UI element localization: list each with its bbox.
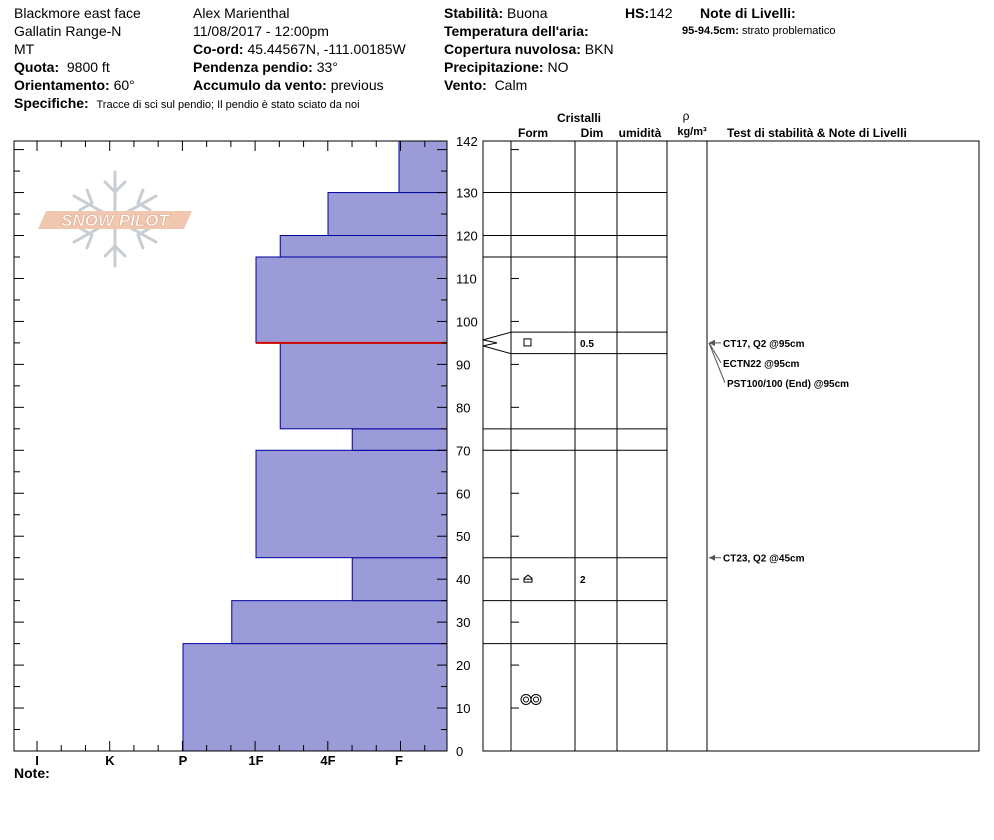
humidity-header: umidità: [618, 126, 662, 140]
depth-tick-label: 130: [456, 185, 478, 201]
cloud-label: Copertura nuvolosa:: [444, 41, 581, 57]
state: MT: [14, 41, 35, 57]
depth-tick-label: 90: [456, 357, 471, 373]
spec-label: Specifiche:: [14, 95, 89, 111]
coord-value: 45.44567N, -111.00185W: [247, 41, 406, 57]
cloud-value: BKN: [584, 41, 614, 57]
wind-load-label: Accumulo da vento:: [193, 77, 327, 93]
wind-label: Vento:: [444, 77, 487, 93]
layer-table-columns: [511, 141, 707, 751]
layer-notes-label: Note di Livelli:: [700, 5, 796, 21]
quota-value: 9800 ft: [66, 59, 110, 75]
depth-tick-label: 60: [456, 486, 471, 502]
range: Gallatin Range-N: [14, 23, 122, 39]
tests-header: Test di stabilità & Note di Livelli: [727, 126, 907, 140]
precip-label: Precipitazione:: [444, 59, 544, 75]
hardness-tick-label: F: [395, 753, 403, 768]
hardness-bar: [280, 343, 447, 429]
slope-value: 33°: [316, 59, 338, 75]
weak-layer-fan-line: [483, 340, 497, 343]
wind-load-value: previous: [330, 77, 384, 93]
depth-tick-label: 120: [456, 228, 478, 244]
hardness-tick-label: I: [35, 753, 39, 768]
test-label: CT23, Q2 @45cm: [723, 553, 805, 565]
precip-value: NO: [547, 59, 569, 75]
hardness-bar: [256, 257, 447, 343]
test-label: PST100/100 (End) @95cm: [727, 378, 850, 390]
crystals-header: Cristalli: [556, 111, 602, 125]
hardness-bar: [256, 450, 447, 557]
hardness-tick-label: 4F: [320, 753, 336, 768]
hardness-bars: [183, 141, 447, 751]
crystal-size: 0.5: [580, 338, 594, 350]
weak-layer-fan-line: [483, 346, 511, 354]
hardness-bar: [232, 601, 447, 644]
depth-tick-label: 110: [456, 271, 477, 287]
melt-cluster-inner: [534, 697, 539, 702]
melt-cluster-inner: [524, 697, 529, 702]
datetime: 11/08/2017 - 12:00pm: [193, 23, 329, 39]
rho-header: ρ: [682, 109, 690, 123]
hardness-tick-label: K: [105, 753, 115, 768]
stability-value: Buona: [507, 5, 548, 21]
location: Blackmore east face: [14, 5, 141, 21]
hardness-bar: [328, 193, 447, 236]
density-unit-header: kg/m³: [677, 126, 707, 138]
crystal-marks: [521, 339, 594, 705]
hardness-bar: [183, 644, 447, 751]
melt-clusters-icon: [521, 694, 541, 704]
hardness-bar: [399, 141, 447, 193]
depth-tick-label: 10: [456, 701, 471, 717]
logo-text: SNOW PILOT: [61, 211, 169, 230]
form-header: Form: [518, 126, 548, 140]
depth-tick-label: 0: [456, 744, 464, 759]
slope-label: Pendenza pendio:: [193, 59, 313, 75]
hardness-bar: [352, 429, 447, 450]
depth-tick-label: 100: [456, 314, 478, 330]
dim-header: Dim: [580, 126, 604, 140]
depth-tick-label: 50: [456, 529, 471, 545]
depth-tick-label: 20: [456, 658, 471, 674]
coord-label: Co-ord:: [193, 41, 244, 57]
weak-layer-fan-line: [483, 343, 497, 346]
note-label: Note:: [14, 765, 50, 781]
depth-hoar-icon: [524, 575, 532, 582]
test-label: ECTN22 @95cm: [723, 358, 800, 370]
snowpilot-logo: [38, 172, 192, 266]
hardness-axis-labels: [35, 753, 403, 768]
stability-label: Stabilità:: [444, 5, 504, 21]
layer-note-range: 95-94.5cm:: [682, 25, 739, 37]
spec-value: Tracce di sci sul pendio; Il pendio è stato sciato da noi: [96, 99, 360, 111]
stability-tests: [709, 339, 849, 565]
hardness-bar: [352, 558, 447, 601]
depth-tick-label: 80: [456, 400, 471, 416]
test-label: CT17, Q2 @95cm: [723, 338, 805, 350]
square-icon: [524, 339, 531, 346]
crystal-size: 2: [580, 575, 586, 587]
orient-label: Orientamento:: [14, 77, 110, 93]
depth-tick-label: 142: [456, 134, 478, 149]
layer-note-text: strato problematico: [741, 25, 836, 37]
hs-value: 142: [649, 5, 673, 21]
air-temp-label: Temperatura dell'aria:: [444, 23, 589, 39]
observer: Alex Marienthal: [193, 5, 290, 21]
test-arrow: [709, 555, 715, 561]
depth-tick-label: 40: [456, 572, 471, 588]
hardness-tick-label: 1F: [248, 753, 264, 768]
wind-value: Calm: [494, 77, 528, 93]
weak-layer-fan-line: [483, 332, 511, 340]
layer-table-header: [518, 109, 907, 140]
depth-tick-label: 30: [456, 615, 471, 631]
layer-table-frame: [483, 141, 979, 751]
depth-tick-label: 70: [456, 443, 471, 459]
melt-cluster-outer: [521, 694, 531, 704]
orient-value: 60°: [113, 77, 135, 93]
hardness-bar: [280, 236, 447, 257]
hardness-tick-label: P: [178, 753, 188, 768]
hs-label: HS:: [625, 5, 650, 21]
melt-cluster-outer: [531, 694, 541, 704]
quota-label: Quota:: [14, 59, 60, 75]
